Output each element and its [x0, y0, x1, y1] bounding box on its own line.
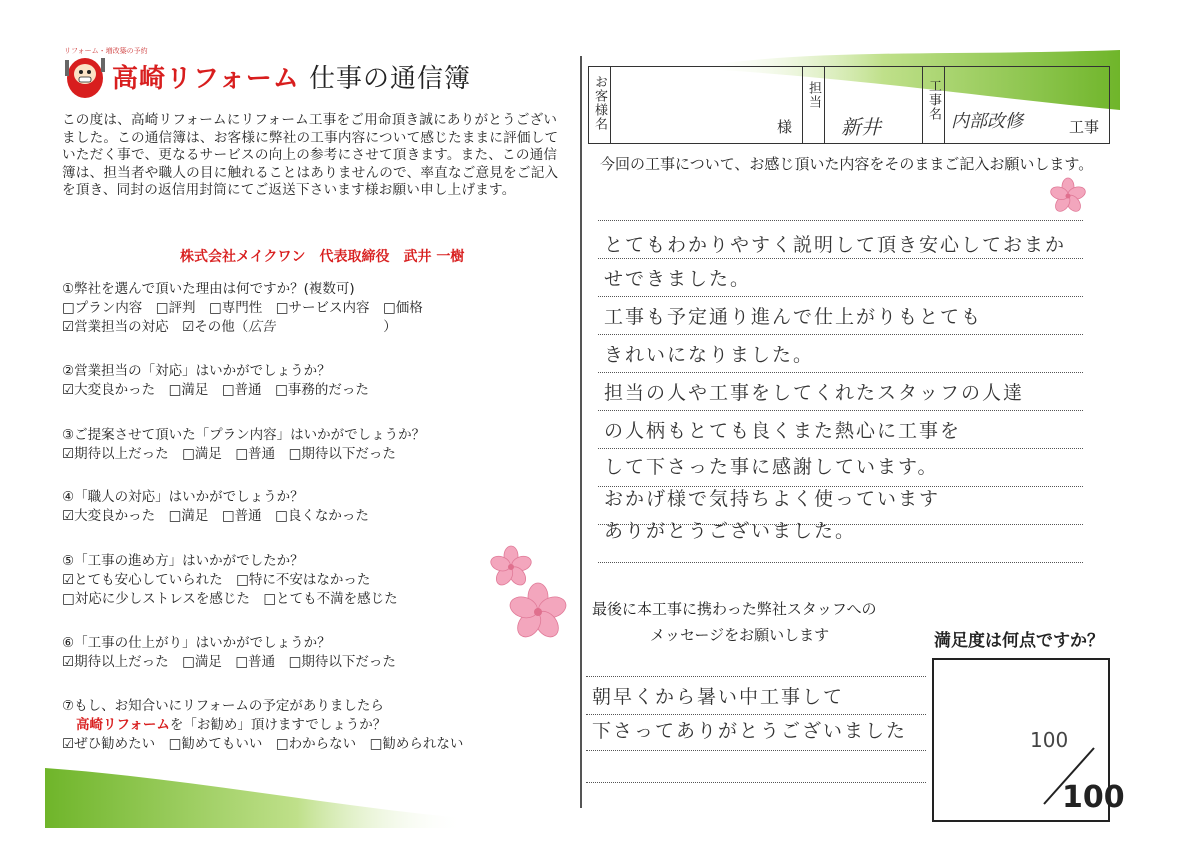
comment-line-2: せできました。	[604, 268, 752, 290]
daruma-mascot-logo	[62, 50, 108, 100]
question-7	[62, 697, 562, 754]
customer-info-table	[588, 66, 1110, 144]
score-max: 100	[1062, 780, 1125, 815]
intro-paragraph: この度は、高崎リフォームにリフォーム工事をご用命頂き誠にありがとうございました。この通信簿は、お客様に弊社の工事内容について感じたままに評価していただく事で、更なるサービスの向上の参考にさせて頂きます。また、この通信簿は、担当者や職人の目に触れることはありませんので、率直なご意見をご記入を頂き、同封の返信用封筒にてご返送下さいます様お願い申し上げます。	[62, 112, 559, 199]
customer-suffix: 様	[776, 118, 792, 136]
question-5-options-a: ☑とても安心していられた □特に不安はなかった	[62, 572, 371, 588]
ruled-line	[586, 676, 926, 677]
sakura-flower-icon	[1048, 176, 1088, 216]
message-prompt-line-2: メッセージをお願いします	[650, 626, 830, 644]
comment-prompt: 今回の工事について、お感じ頂いた内容をそのままご記入お願いします。	[600, 155, 1094, 173]
question-5-options-b: □対応に少しストレスを感じた □とても不満を感じた	[62, 591, 398, 607]
logo-tagline: リフォーム・増改築の予約	[64, 47, 148, 55]
customer-label: お客様名	[592, 75, 607, 131]
question-3-options: ☑期待以上だった □満足 □普通 □期待以下だった	[62, 446, 396, 462]
message-prompt-line-1: 最後に本工事に携わった弊社スタッフへの	[592, 600, 877, 618]
question-5	[62, 552, 562, 609]
question-1-options-a: □プラン内容 □評判 □専門性 □サービス内容 □価格	[62, 300, 423, 316]
work-label-cell	[923, 67, 945, 143]
work-value-cell	[945, 67, 1109, 143]
ruled-line	[598, 410, 1083, 411]
message-line-2: 下さってありがとうございました	[592, 720, 908, 742]
column-divider	[580, 56, 582, 808]
ruled-line	[586, 750, 926, 751]
question-7-title-2-rest: を「お勧め」頂けますでしょうか？	[169, 717, 387, 733]
question-1-options-b	[62, 318, 562, 337]
comment-line-8: おかげ様で気持ちよく使っています	[604, 488, 941, 510]
comment-line-7: して下さった事に感謝しています。	[604, 456, 939, 478]
staff-label-cell	[803, 67, 825, 143]
question-6	[62, 634, 562, 672]
ruled-line	[598, 334, 1083, 335]
score-value: 100	[1030, 728, 1069, 752]
question-1-other-handwritten: 広告	[248, 319, 276, 335]
page-title	[112, 58, 471, 95]
question-4-options: ☑大変良かった □満足 □普通 □良くなかった	[62, 508, 369, 524]
question-2-options: ☑大変良かった □満足 □普通 □事務的だった	[62, 382, 369, 398]
question-2	[62, 362, 562, 400]
score-title: 満足度は何点ですか？	[934, 631, 1104, 651]
title-text: 仕事の通信簿	[299, 64, 471, 94]
sakura-flower-icon	[506, 580, 570, 644]
ruled-line	[598, 372, 1083, 373]
ruled-line	[586, 714, 926, 715]
staff-value: 新井	[841, 115, 881, 139]
ruled-line	[586, 782, 926, 783]
ruled-line	[598, 296, 1083, 297]
question-1-options-b-end: ）	[275, 319, 397, 335]
brand-name: 高崎リフォーム	[112, 64, 300, 94]
comment-line-1: とてもわかりやすく説明して頂き安心しておまか	[604, 234, 1067, 256]
question-3	[62, 426, 562, 464]
ruled-line	[598, 258, 1083, 259]
question-4-title: ④「職人の対応」はいかがでしょうか？	[62, 489, 304, 505]
comment-line-4: きれいになりました。	[604, 344, 815, 366]
work-label: 工事名	[926, 79, 941, 121]
customer-label-cell	[589, 67, 611, 143]
question-6-options: ☑期待以上だった □満足 □普通 □期待以下だった	[62, 654, 396, 670]
question-2-title: ②営業担当の「対応」はいかがでしょうか？	[62, 363, 331, 379]
work-value: 内部改修	[951, 111, 1023, 132]
question-1-title: ①弊社を選んで頂いた理由は何ですか？(複数可)	[62, 281, 355, 297]
ruled-line	[598, 220, 1083, 221]
customer-name-cell	[611, 67, 803, 143]
comment-line-9: ありがとうございました。	[604, 520, 857, 542]
ruled-line	[598, 562, 1083, 563]
question-5-title: ⑤「工事の進め方」はいかがでしたか？	[62, 553, 304, 569]
question-6-title: ⑥「工事の仕上がり」はいかがでしょうか？	[62, 635, 331, 651]
question-3-title: ③ご提案させて頂いた「プラン内容」はいかがでしょうか？	[62, 427, 426, 443]
work-suffix: 工事	[1068, 118, 1099, 136]
question-7-title: ⑦もし、お知合いにリフォームの予定がありましたら	[62, 698, 384, 714]
question-7-title-2	[62, 716, 562, 735]
ruled-line	[598, 448, 1083, 449]
comment-line-3: 工事も予定通り進んで仕上がりもとても	[604, 306, 983, 328]
message-prompt	[592, 596, 877, 648]
staff-value-cell	[825, 67, 923, 143]
question-7-options: ☑ぜひ勧めたい □勧めてもいい □わからない □勧められない	[62, 736, 464, 752]
company-signature: 株式会社メイクワン 代表取締役 武井 一樹	[180, 249, 465, 265]
comment-line-6: の人柄もとても良くまた熱心に工事を	[604, 420, 962, 442]
comment-line-5: 担当の人や工事をしてくれたスタッフの人達	[604, 382, 1025, 404]
question-1-options-b-text: ☑営業担当の対応 ☑その他（	[62, 319, 249, 335]
message-line-1: 朝早くから暑い中工事して	[592, 686, 845, 708]
green-swoosh-bottom	[45, 768, 465, 830]
question-7-brand: 高崎リフォーム	[76, 717, 170, 733]
question-4	[62, 488, 562, 526]
staff-label: 担当	[806, 81, 821, 109]
question-1	[62, 280, 562, 337]
